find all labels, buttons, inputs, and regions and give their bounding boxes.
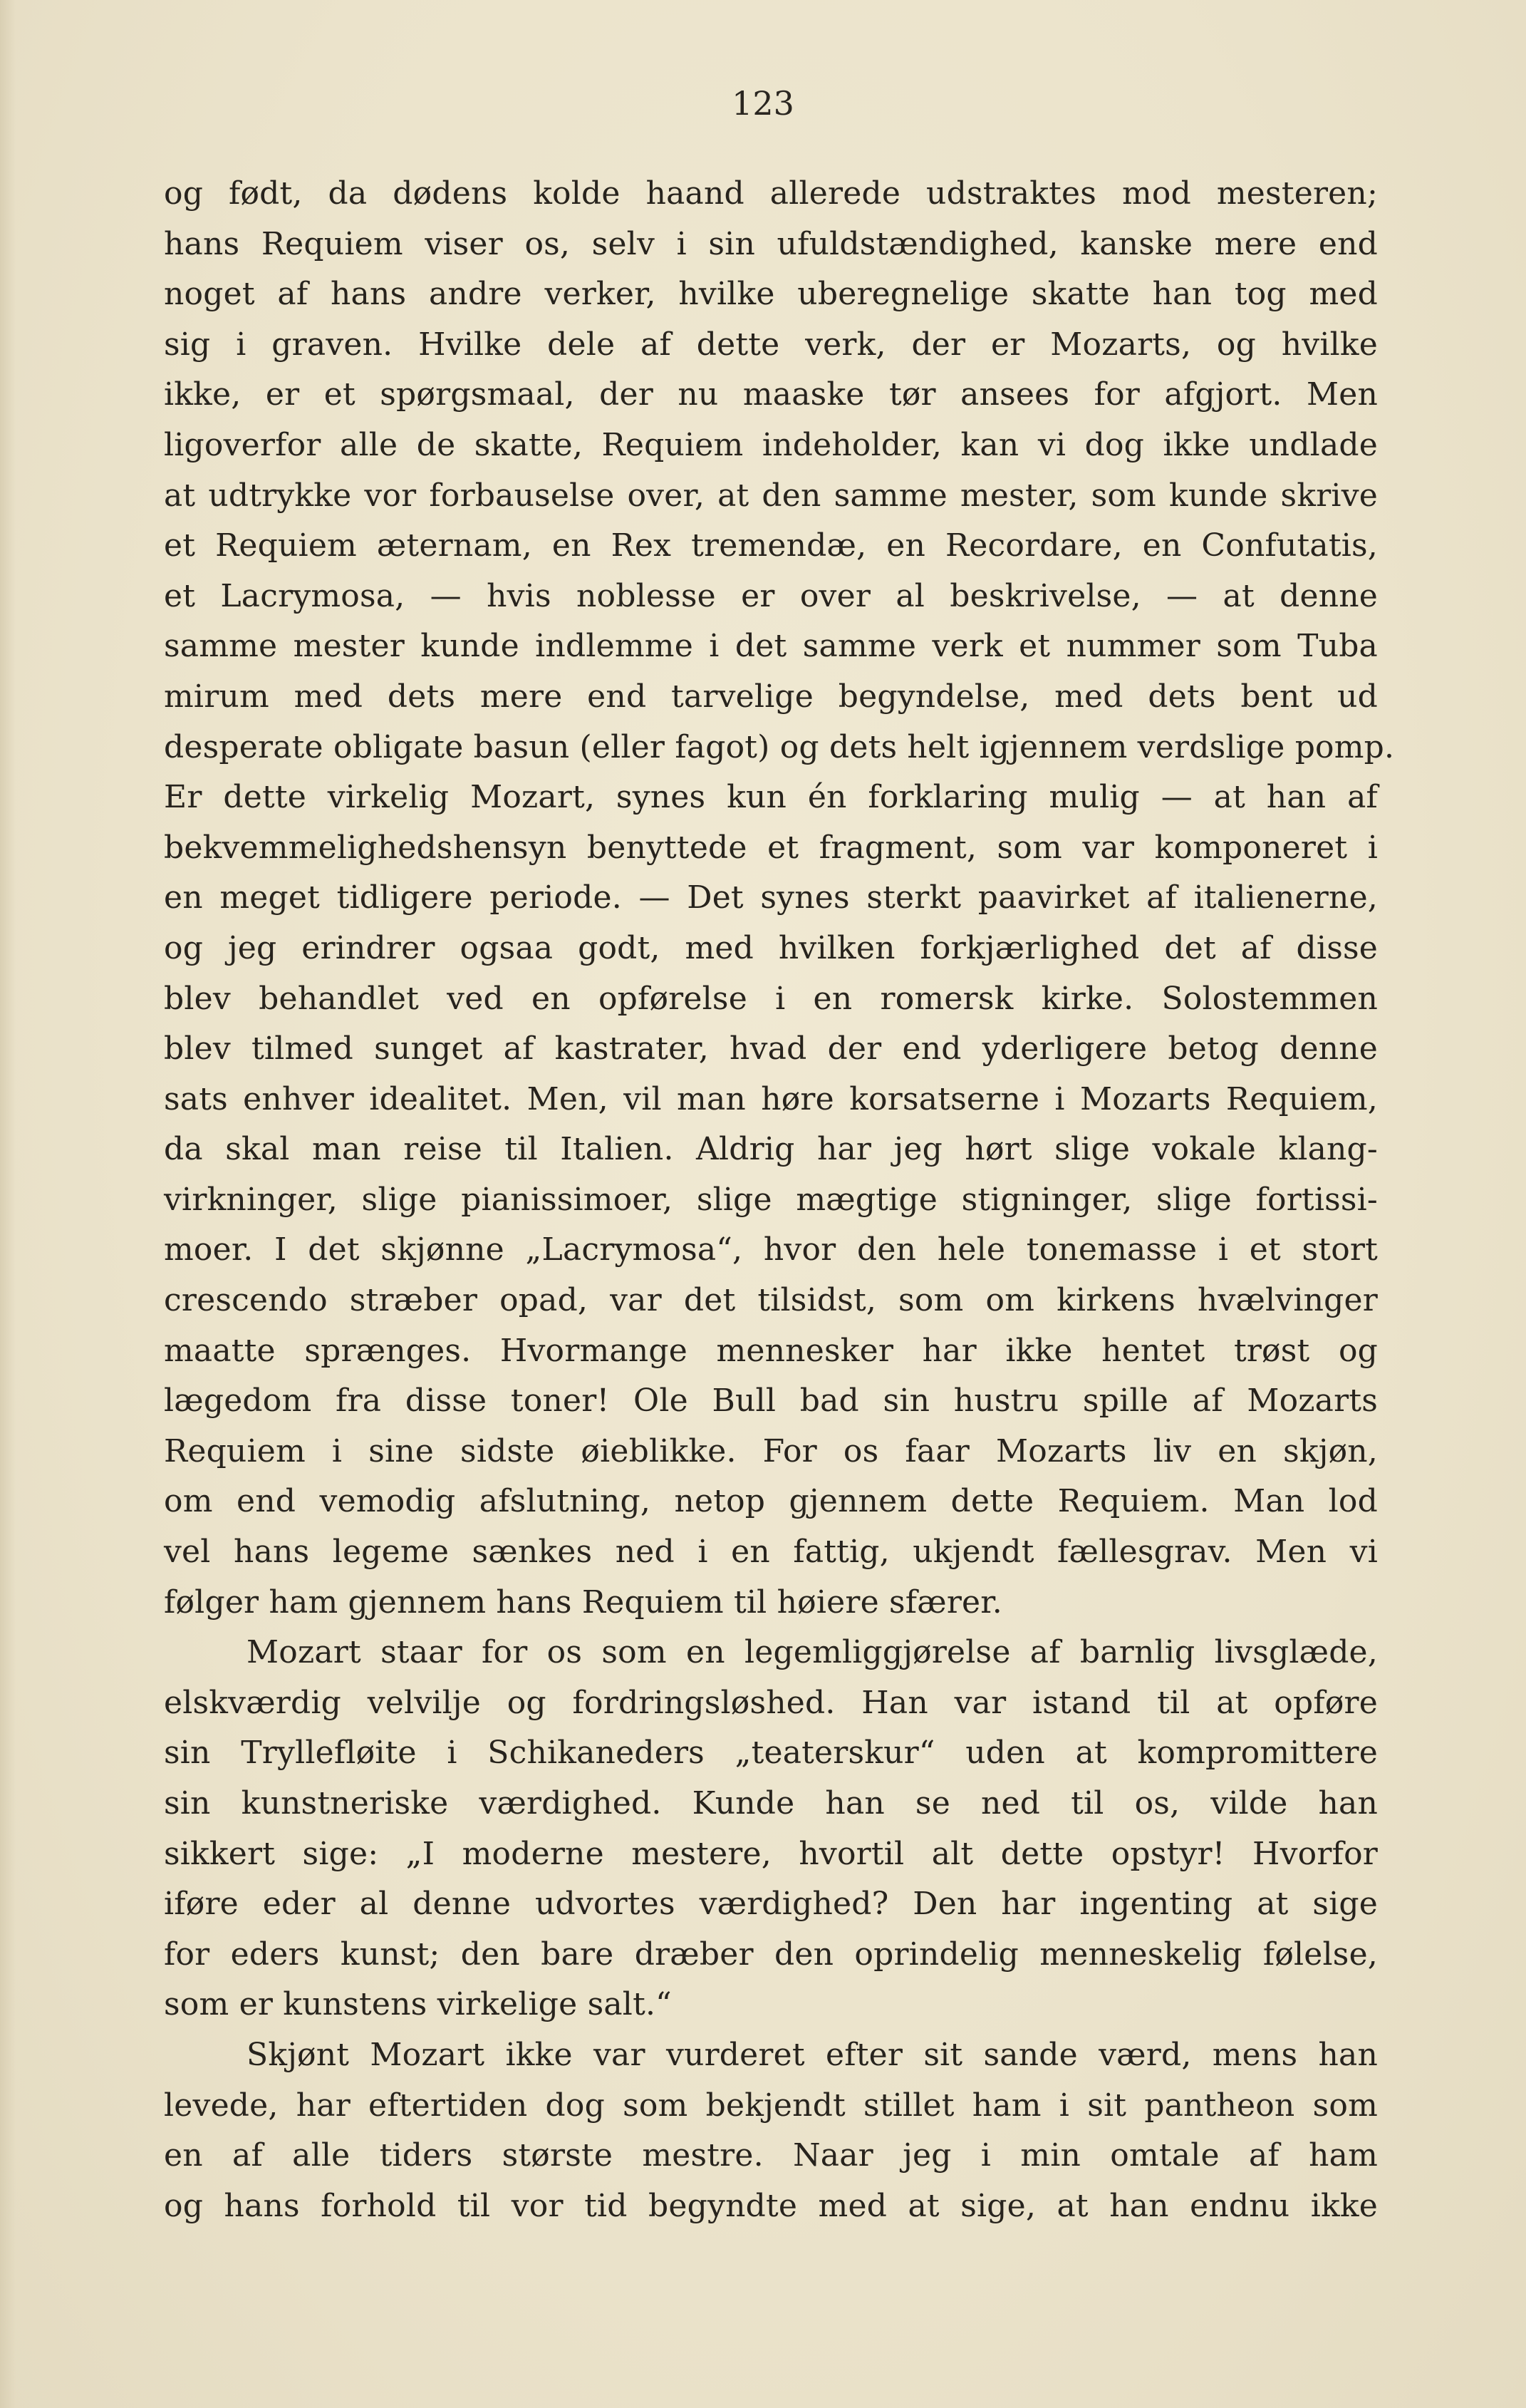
text-line: virkninger, slige pianissimoer, slige mægtige stigninger, slige fortissi- (164, 1181, 1378, 1218)
text-line: crescendo stræber opad, var det tilsidst, som om kirkens hvælvinger (164, 1282, 1378, 1319)
text-line: da skal man reise til Italien. Aldrig har jeg hørt slige vokale klang- (164, 1131, 1378, 1168)
text-line: moer. I det skjønne „Lacrymosa“, hvor den hele tonemasse i et stort (164, 1231, 1378, 1268)
text-line: vel hans legeme sænkes ned i en fattig, ukjendt fællesgrav. Men vi (164, 1534, 1378, 1571)
text-line: ikke, er et spørgsmaal, der nu maaske tør ansees for afgjort. Men (164, 376, 1378, 413)
text-line: og hans forhold til vor tid begyndte med at sige, at han endnu ikke (164, 2187, 1378, 2224)
text-line: og jeg erindrer ogsaa godt, med hvilken forkjærlighed det af disse (164, 929, 1378, 966)
text-line: som er kunstens virkelige salt.“ (164, 1986, 672, 2023)
text-line: iføre eder al denne udvortes værdighed? Den har ingenting at sige (164, 1886, 1378, 1923)
text-line: lægedom fra disse toner! Ole Bull bad sin hustru spille af Mozarts (164, 1383, 1378, 1420)
text-line: blev behandlet ved en opførelse i en romersk kirke. Solostemmen (164, 980, 1378, 1017)
text-line: sin Tryllefløite i Schikaneders „teaterskur“ uden at kompromittere (164, 1735, 1378, 1772)
page-number: 123 (732, 84, 794, 123)
text-line: sin kunstneriske værdighed. Kunde han se ned til os, vilde han (164, 1785, 1378, 1821)
gutter-shadow (0, 0, 16, 2408)
text-line: maatte sprænges. Hvormange mennesker har ikke hentet trøst og (164, 1332, 1378, 1369)
text-line: bekvemmelighedshensyn benyttede et fragment, som var komponeret i (164, 829, 1378, 866)
text-line: blev tilmed sunget af kastrater, hvad der end yderligere betog denne (164, 1030, 1378, 1068)
text-line: en meget tidligere periode. — Det synes sterkt paavirket af italienerne, (164, 879, 1378, 916)
text-line: Mozart staar for os som en legemliggjørelse af barnlig livsglæde, (246, 1634, 1378, 1671)
text-line: at udtrykke vor forbauselse over, at den samme mester, som kunde skrive (164, 477, 1378, 514)
text-line: Skjønt Mozart ikke var vurderet efter sit sande værd, mens han (246, 2036, 1378, 2073)
text-line: levede, har eftertiden dog som bekjendt stillet ham i sit pantheon som (164, 2087, 1378, 2124)
text-line: Requiem i sine sidste øieblikke. For os faar Mozarts liv en skjøn, (164, 1432, 1378, 1469)
text-line: Er dette virkelig Mozart, synes kun én forklaring mulig — at han af (164, 779, 1378, 816)
text-line: sig i graven. Hvilke dele af dette verk, der er Mozarts, og hvilke (164, 326, 1378, 363)
text-line: for eders kunst; den bare dræber den oprindelig menneskelig følelse, (164, 1936, 1378, 1973)
text-line: ligoverfor alle de skatte, Requiem indeholder, kan vi dog ikke undlade (164, 426, 1378, 463)
text-line: sats enhver idealitet. Men, vil man høre korsatserne i Mozarts Requiem, (164, 1080, 1378, 1117)
text-line: om end vemodig afslutning, netop gjennem dette Requiem. Man lod (164, 1483, 1378, 1520)
text-line: hans Requiem viser os, selv i sin ufuldstændighed, kanske mere end (164, 225, 1378, 262)
text-line: en af alle tiders største mestre. Naar jeg i min omtale af ham (164, 2137, 1378, 2174)
text-line: et Lacrymosa, — hvis noblesse er over al beskrivelse, — at denne (164, 577, 1378, 614)
text-line: og født, da dødens kolde haand allerede udstraktes mod mesteren; (164, 175, 1378, 212)
text-line: elskværdig velvilje og fordringsløshed. Han var istand til at opføre (164, 1684, 1378, 1721)
text-line: sikkert sige: „I moderne mestere, hvortil alt dette opstyr! Hvorfor (164, 1835, 1378, 1872)
text-line: noget af hans andre verker, hvilke uberegnelige skatte han tog med (164, 276, 1378, 313)
text-line: følger ham gjennem hans Requiem til høiere sfærer. (164, 1583, 1002, 1621)
text-line: mirum med dets mere end tarvelige begyndelse, med dets bent ud (164, 678, 1378, 715)
text-line: et Requiem æternam, en Rex tremendæ, en Recordare, en Confutatis, (164, 527, 1378, 564)
text-line: samme mester kunde indlemme i det samme verk et nummer som Tuba (164, 628, 1378, 665)
text-line: desperate obligate basun (eller fagot) og dets helt igjennem verdslige pomp. (164, 728, 1395, 765)
body-text (164, 169, 1395, 2231)
